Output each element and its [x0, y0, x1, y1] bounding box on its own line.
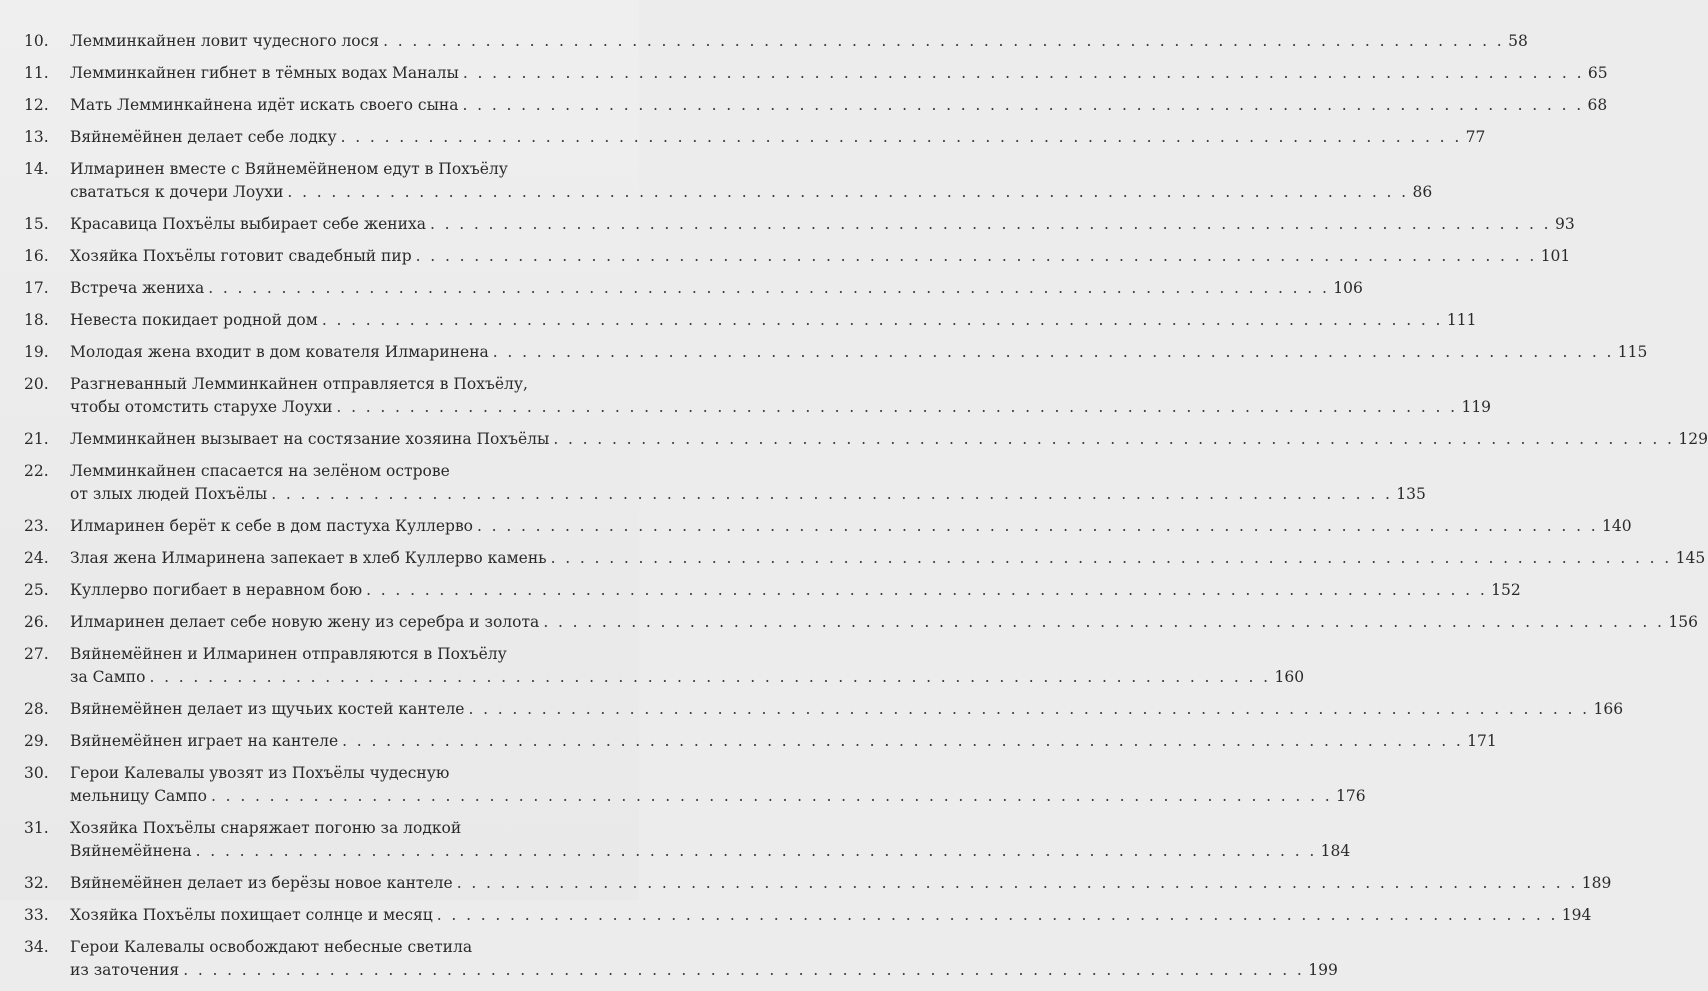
page-number: 111 [1446, 311, 1477, 329]
chapter-number: 28. [24, 700, 49, 718]
chapter-title-last-line [70, 666, 1305, 689]
page-number: 152 [1491, 581, 1521, 599]
dot-leader: . . . . . . . . . . . . . . . . . . . . . . . . . . . . . . . . . . . . . . . . . . . . . . . . . . . . . . . . . . . . . . . . . . . . . . . . . . . . . [208, 279, 1330, 297]
toc-entry [24, 936, 1338, 982]
dot-leader: . . . . . . . . . . . . . . . . . . . . . . . . . . . . . . . . . . . . . . . . . . . . . . . . . . . . . . . . . . . . . . . . . . . . . . . . . . . . . [321, 311, 1443, 329]
chapter-title-block [70, 460, 1426, 506]
dot-leader: . . . . . . . . . . . . . . . . . . . . . . . . . . . . . . . . . . . . . . . . . . . . . . . . . . . . . . . . . . . . . . . . . . . . . . . . . . . . . [492, 343, 1614, 361]
chapter-title-last-line [70, 181, 1433, 204]
page-number: 166 [1593, 700, 1624, 718]
chapter-title-block [70, 341, 1648, 364]
chapter-title-text: Илмаринен берёт к себе в дом пастуха Куллерво [70, 517, 474, 535]
dot-leader: . . . . . . . . . . . . . . . . . . . . . . . . . . . . . . . . . . . . . . . . . . . . . . . . . . . . . . . . . . . . . . . . . . . . . . . . . . . . . [287, 183, 1409, 201]
chapter-number: 16. [24, 247, 49, 265]
chapter-number: 12. [24, 96, 49, 114]
chapter-number: 10. [24, 32, 49, 50]
chapter-title-text: мельницу Сампо [70, 787, 208, 805]
chapter-number: 14. [24, 160, 49, 178]
page-number: 160 [1274, 668, 1305, 686]
chapter-title-last-line [70, 483, 1426, 506]
toc-entry [24, 428, 1708, 451]
toc-entry [24, 213, 1575, 236]
chapter-title-block [70, 126, 1486, 149]
page-number: 199 [1308, 961, 1338, 979]
chapter-title-last-line [70, 840, 1351, 863]
chapter-title-block [70, 277, 1363, 300]
toc-entry [24, 515, 1632, 538]
chapter-title-text: за Сампо [70, 668, 146, 686]
chapter-number: 17. [24, 279, 49, 297]
chapter-title-last-line [70, 30, 1528, 53]
chapter-title-text: Лемминкайнен вызывает на состязание хозяина Похъёлы [70, 430, 550, 448]
toc-entry [24, 611, 1698, 634]
toc-entry [24, 158, 1433, 204]
page-number: 77 [1465, 128, 1486, 146]
toc-entry [24, 579, 1521, 602]
chapter-title-block [70, 817, 1351, 863]
chapter-title-block [70, 762, 1366, 808]
chapter-number: 21. [24, 430, 49, 448]
chapter-title-last-line [70, 698, 1624, 721]
toc-entry [24, 341, 1648, 364]
chapter-title-text: Вяйнемёйнен делает из берёзы новое кантеле [70, 874, 453, 892]
chapter-title-last-line [70, 730, 1497, 753]
chapter-title-line: Герои Калевалы освобождают небесные светила [70, 938, 473, 956]
chapter-title-line: Хозяйка Похъёлы снаряжает погоню за лодкой [70, 819, 462, 837]
chapter-title-block [70, 872, 1612, 895]
chapter-title-last-line [70, 396, 1492, 419]
page-number: 58 [1508, 32, 1528, 50]
toc-entry [24, 62, 1608, 85]
dot-leader: . . . . . . . . . . . . . . . . . . . . . . . . . . . . . . . . . . . . . . . . . . . . . . . . . . . . . . . . . . . . . . . . . . . . . . . . . . . . . [456, 874, 1578, 892]
chapter-title-text: Красавица Похъёлы выбирает себе жениха [70, 215, 426, 233]
chapter-title-text: Лемминкайнен гибнет в тёмных водах Маналы [70, 64, 459, 82]
chapter-title-last-line [70, 611, 1698, 634]
dot-leader: . . . . . . . . . . . . . . . . . . . . . . . . . . . . . . . . . . . . . . . . . . . . . . . . . . . . . . . . . . . . . . . . . . . . . . . . . . . . . [342, 732, 1464, 750]
chapter-title-last-line [70, 428, 1708, 451]
chapter-number: 30. [24, 764, 49, 782]
dot-leader: . . . . . . . . . . . . . . . . . . . . . . . . . . . . . . . . . . . . . . . . . . . . . . . . . . . . . . . . . . . . . . . . . . . . . . . . . . . . . [468, 700, 1590, 718]
page-number: 135 [1396, 485, 1426, 503]
chapter-number: 26. [24, 613, 49, 631]
chapter-number: 22. [24, 462, 49, 480]
toc-entry [24, 309, 1477, 332]
chapter-title-block [70, 62, 1608, 85]
dot-leader: . . . . . . . . . . . . . . . . . . . . . . . . . . . . . . . . . . . . . . . . . . . . . . . . . . . . . . . . . . . . . . . . . . . . . . . . . . . . . [366, 581, 1488, 599]
dot-leader: . . . . . . . . . . . . . . . . . . . . . . . . . . . . . . . . . . . . . . . . . . . . . . . . . . . . . . . . . . . . . . . . . . . . . . . . . . . . . [462, 96, 1584, 114]
dot-leader: . . . . . . . . . . . . . . . . . . . . . . . . . . . . . . . . . . . . . . . . . . . . . . . . . . . . . . . . . . . . . . . . . . . . . . . . . . . . . [553, 430, 1675, 448]
chapter-number: 18. [24, 311, 49, 329]
chapter-title-text: Молодая жена входит в дом кователя Илмаринена [70, 343, 489, 361]
dot-leader: . . . . . . . . . . . . . . . . . . . . . . . . . . . . . . . . . . . . . . . . . . . . . . . . . . . . . . . . . . . . . . . . . . . . . . . . . . . . . [195, 842, 1317, 860]
chapter-number: 23. [24, 517, 49, 535]
dot-leader: . . . . . . . . . . . . . . . . . . . . . . . . . . . . . . . . . . . . . . . . . . . . . . . . . . . . . . . . . . . . . . . . . . . . . . . . . . . . . [340, 128, 1462, 146]
toc-entry [24, 373, 1492, 419]
chapter-number: 34. [24, 938, 49, 956]
chapter-title-last-line [70, 309, 1477, 332]
dot-leader: . . . . . . . . . . . . . . . . . . . . . . . . . . . . . . . . . . . . . . . . . . . . . . . . . . . . . . . . . . . . . . . . . . . . . . . . . . . . . [477, 517, 1599, 535]
chapter-title-block [70, 611, 1698, 634]
toc-entry [24, 460, 1426, 506]
chapter-title-last-line [70, 94, 1608, 117]
chapter-title-line: Герои Калевалы увозят из Похъёлы чудесную [70, 764, 450, 782]
dot-leader: . . . . . . . . . . . . . . . . . . . . . . . . . . . . . . . . . . . . . . . . . . . . . . . . . . . . . . . . . . . . . . . . . . . . . . . . . . . . . [543, 613, 1665, 631]
toc-entry [24, 643, 1305, 689]
chapter-title-text: из заточения [70, 961, 180, 979]
dot-leader: . . . . . . . . . . . . . . . . . . . . . . . . . . . . . . . . . . . . . . . . . . . . . . . . . . . . . . . . . . . . . . . . . . . . . . . . . . . . . [336, 398, 1458, 416]
chapter-title-last-line [70, 213, 1575, 236]
page-number: 115 [1617, 343, 1648, 361]
chapter-number: 11. [24, 64, 49, 82]
chapter-title-block [70, 158, 1433, 204]
dot-leader: . . . . . . . . . . . . . . . . . . . . . . . . . . . . . . . . . . . . . . . . . . . . . . . . . . . . . . . . . . . . . . . . . . . . . . . . . . . . . [383, 32, 1505, 50]
chapter-title-last-line [70, 126, 1486, 149]
toc-entry [24, 126, 1486, 149]
table-of-contents [24, 30, 1708, 991]
chapter-title-block [70, 428, 1708, 451]
toc-entry [24, 94, 1608, 117]
chapter-number: 31. [24, 819, 49, 837]
toc-entry [24, 547, 1706, 570]
chapter-number: 27. [24, 645, 49, 663]
chapter-title-block [70, 245, 1571, 268]
page-number: 129 [1678, 430, 1708, 448]
chapter-title-line: Илмаринен вместе с Вяйнемёйненом едут в Похъёлу [70, 160, 508, 178]
chapter-title-text: Вяйнемёйнена [70, 842, 192, 860]
toc-entry [24, 698, 1624, 721]
chapter-title-last-line [70, 904, 1592, 927]
page-number: 93 [1554, 215, 1575, 233]
dot-leader: . . . . . . . . . . . . . . . . . . . . . . . . . . . . . . . . . . . . . . . . . . . . . . . . . . . . . . . . . . . . . . . . . . . . . . . . . . . . . [429, 215, 1551, 233]
chapter-title-text: Лемминкайнен ловит чудесного лося [70, 32, 380, 50]
chapter-title-line: Разгневанный Лемминкайнен отправляется в Похъёлу, [70, 375, 528, 393]
chapter-number: 15. [24, 215, 49, 233]
page-number: 171 [1467, 732, 1497, 750]
dot-leader: . . . . . . . . . . . . . . . . . . . . . . . . . . . . . . . . . . . . . . . . . . . . . . . . . . . . . . . . . . . . . . . . . . . . . . . . . . . . . [550, 549, 1672, 567]
chapter-title-text: Злая жена Илмаринена запекает в хлеб Куллерво камень [70, 549, 547, 567]
chapter-title-last-line [70, 515, 1632, 538]
page-number: 68 [1587, 96, 1608, 114]
chapter-title-block [70, 579, 1521, 602]
toc-entry [24, 872, 1612, 895]
chapter-title-block [70, 936, 1338, 982]
chapter-number: 24. [24, 549, 49, 567]
chapter-title-block [70, 698, 1624, 721]
chapter-title-block [70, 213, 1575, 236]
dot-leader: . . . . . . . . . . . . . . . . . . . . . . . . . . . . . . . . . . . . . . . . . . . . . . . . . . . . . . . . . . . . . . . . . . . . . . . . . . . . . [211, 787, 1333, 805]
chapter-number: 29. [24, 732, 49, 750]
toc-entry [24, 762, 1366, 808]
dot-leader: . . . . . . . . . . . . . . . . . . . . . . . . . . . . . . . . . . . . . . . . . . . . . . . . . . . . . . . . . . . . . . . . . . . . . . . . . . . . . [415, 247, 1537, 265]
page-number: 86 [1412, 183, 1433, 201]
page-number: 194 [1561, 906, 1592, 924]
page-number: 101 [1540, 247, 1571, 265]
dot-leader: . . . . . . . . . . . . . . . . . . . . . . . . . . . . . . . . . . . . . . . . . . . . . . . . . . . . . . . . . . . . . . . . . . . . . . . . . . . . . [436, 906, 1558, 924]
chapter-title-line: Лемминкайнен спасается на зелёном острове [70, 462, 450, 480]
page-number: 156 [1668, 613, 1698, 631]
chapter-title-block [70, 94, 1608, 117]
chapter-title-text: чтобы отомстить старухе Лоухи [70, 398, 333, 416]
chapter-number: 33. [24, 906, 49, 924]
toc-entry [24, 277, 1363, 300]
page-number: 176 [1336, 787, 1366, 805]
chapter-title-last-line [70, 785, 1366, 808]
chapter-title-text: Вяйнемёйнен играет на кантеле [70, 732, 339, 750]
page-number: 184 [1320, 842, 1351, 860]
chapter-title-text: Хозяйка Похъёлы похищает солнце и месяц [70, 906, 433, 924]
toc-entry [24, 904, 1592, 927]
page-number: 119 [1461, 398, 1492, 416]
page-number: 189 [1581, 874, 1612, 892]
dot-leader: . . . . . . . . . . . . . . . . . . . . . . . . . . . . . . . . . . . . . . . . . . . . . . . . . . . . . . . . . . . . . . . . . . . . . . . . . . . . . [149, 668, 1271, 686]
chapter-title-last-line [70, 341, 1648, 364]
dot-leader: . . . . . . . . . . . . . . . . . . . . . . . . . . . . . . . . . . . . . . . . . . . . . . . . . . . . . . . . . . . . . . . . . . . . . . . . . . . . . [183, 961, 1305, 979]
chapter-title-last-line [70, 245, 1571, 268]
chapter-title-line: Вяйнемёйнен и Илмаринен отправляются в Похъёлу [70, 645, 507, 663]
page-number: 140 [1602, 517, 1632, 535]
dot-leader: . . . . . . . . . . . . . . . . . . . . . . . . . . . . . . . . . . . . . . . . . . . . . . . . . . . . . . . . . . . . . . . . . . . . . . . . . . . . . [271, 485, 1393, 503]
chapter-number: 25. [24, 581, 49, 599]
chapter-title-block [70, 309, 1477, 332]
chapter-title-text: Вяйнемёйнен делает из щучьих костей кантеле [70, 700, 465, 718]
chapter-title-block [70, 373, 1492, 419]
chapter-title-text: Невеста покидает родной дом [70, 311, 318, 329]
page-number: 145 [1675, 549, 1706, 567]
chapter-title-text: Встреча жениха [70, 279, 205, 297]
chapter-title-block [70, 643, 1305, 689]
toc-entry [24, 730, 1497, 753]
chapter-title-last-line [70, 277, 1363, 300]
page-number: 65 [1587, 64, 1608, 82]
chapter-title-text: Вяйнемёйнен делает себе лодку [70, 128, 337, 146]
chapter-title-block [70, 515, 1632, 538]
chapter-title-text: Куллерво погибает в неравном бою [70, 581, 363, 599]
chapter-title-block [70, 730, 1497, 753]
toc-entry [24, 817, 1351, 863]
chapter-title-last-line [70, 959, 1338, 982]
dot-leader: . . . . . . . . . . . . . . . . . . . . . . . . . . . . . . . . . . . . . . . . . . . . . . . . . . . . . . . . . . . . . . . . . . . . . . . . . . . . . [462, 64, 1584, 82]
chapter-title-text: Илмаринен делает себе новую жену из серебра и золота [70, 613, 540, 631]
chapter-title-last-line [70, 579, 1521, 602]
toc-entry [24, 245, 1571, 268]
chapter-number: 32. [24, 874, 49, 892]
chapter-title-text: свататься к дочери Лоухи [70, 183, 284, 201]
chapter-title-text: Хозяйка Похъёлы готовит свадебный пир [70, 247, 412, 265]
chapter-title-last-line [70, 62, 1608, 85]
chapter-number: 13. [24, 128, 49, 146]
chapter-title-block [70, 904, 1592, 927]
toc-entry [24, 30, 1528, 53]
chapter-title-text: от злых людей Похъёлы [70, 485, 268, 503]
chapter-title-text: Мать Лемминкайнена идёт искать своего сына [70, 96, 459, 114]
page-number: 106 [1333, 279, 1363, 297]
chapter-title-block [70, 30, 1528, 53]
chapter-title-last-line [70, 872, 1612, 895]
chapter-number: 20. [24, 375, 49, 393]
chapter-title-block [70, 547, 1706, 570]
chapter-number: 19. [24, 343, 49, 361]
chapter-title-last-line [70, 547, 1706, 570]
